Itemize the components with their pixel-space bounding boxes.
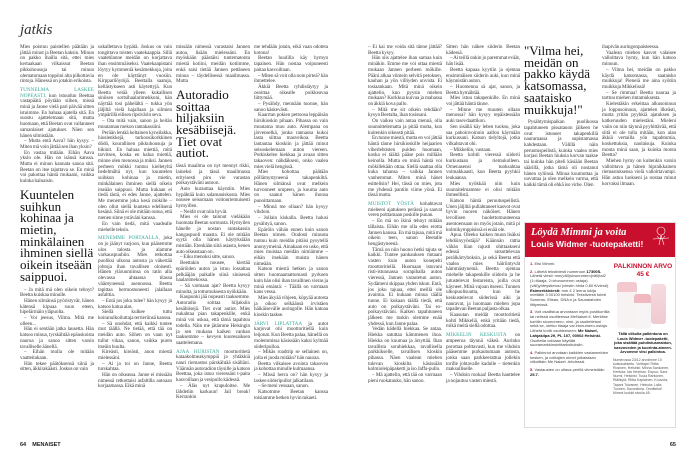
paragraph: Kielestäkin erkeittaa alkusoinnun ja loppusoinnun, ajattelen ilkeästi, mutta yritän pyyhkiä ajatuksen ja katkeruuden mielestäni. Mieleni vaiin on niin täynnä pyyhittävää, että siitä ei ole tulla mitään, kun alan äkkiä vertailla yön tapahtumia, koskettuksia, naolaisuja. Kuinka monta minä saan, ja kuinka monta Beetta? (602, 101, 676, 159)
paragraph: – Ota mitä vain, sanon ja heitän muutaman mekon rantakassiini. (98, 118, 172, 130)
contest-title: Löydä Mimmi ja voita (531, 227, 627, 238)
paragraph: Hän ei sentään jatka lausetta. Hän katsoo minua, tyrskähtää epäuskoista naurua ja sanoo sitten varsin tavalliselle äänellä. (20, 326, 94, 350)
article-column-5 (368, 45, 442, 384)
paragraph: On vaikea vain antaa mennä, olla suunnittelematta ja pitää mutta, kun kuitenkin oikeasti pitää. (368, 118, 442, 136)
paragraph: uskallettava hypätä. Joskus on vain tongittava toisten vaatekaappia. Sillä vaatetilanne meidän on korjattava ihan ensimmäiseksi. Vaatekaapistani löytyy kymmeniä kesämekkoja, joita en ole käyttänyt vuosiin. Kirpparilöytöjä. Beettalla saatuja, kellästykseen asti käytettyjä. Kun Beetta vetää ylleen kukallisen siniisen sortsihaalarimekkoni, hän näyttää tosi pähelältä – tukka yön jäljiltä vielä hajallaan ja silmien ympärillä eilisen ripsivärin seva. (98, 44, 172, 119)
paragraph: Äkkiä Beetta ryhdistäytyy ja osoittaa oikealle poikkeavaa liittymää. (254, 83, 328, 102)
paragraph: Kireästi, kireästi, anon miestä mielessäni. (98, 349, 172, 361)
paragraph: Mies poistuu paistellen päätään ja jättää minut ja Beetan kaksin. Minun on pakko ihailla sitä, ettei mies kertaakaan vilkaissut Beetan pikkuhousuja tai minun olematomaan toppiini alta pilkottavia rintoja. Hänessä on jotakin erikoista. (20, 44, 94, 85)
paragraph: – Eiku menoksi sitte, sanon. (180, 254, 236, 261)
paragraph: – Pysähdy, mennään tuonne, hän sanoo käskevästi. (254, 101, 328, 113)
paragraph: Beetta kapaaa kyytiin ja ojentaa ensimmäisen siiderin auki, kun minä käynnistän auton. (446, 66, 520, 85)
mimmi-illustration-icon (647, 225, 673, 245)
paragraph: – Se meni vessaan, sanon. (258, 383, 309, 390)
paragraph: Beettakin nousee, kiertää epäröiden auton ja istuu lossaltaa pelkääjän paikalle siinä sinisessä haalarimekossa. (176, 260, 250, 284)
paragraph: Apua. Oleeko kaiken muun lisäksi lehdöinyyöstäjä? Käännän rattia vähän liian rajusti ohittaakseni edessä ratsuttelevan perälkärryboksin, ja sekä Beetta että vaalea mies häiriintyvät hämmästyneinä. Beetta ojentaa miehelle takapenkille siiderin ja he jutustelevat festareista, joilla ovat käyneet. Minä vajoan itseeni. Tunnen ulkopuolisuutta, kun he keskustelevat siiderissä aiki ja nauravat, ja huomaan miehen jopa tapailevan Beetan paljasta olkaa. (446, 232, 520, 313)
paragraph: Kaarrtan pokien pettoosa leppäisän hirsikioskin pihaan. Pihassa on vain muutama muu auto. Alempana on järvenselkä, jonka rannassa kukoi lasta siittaa masveikoa. Beetta lantautaa kioskiin ja jättää minut seisoskelemaan auton viereen. Potkiskelen hiekkaa ja avaan sitten takaoven: nähdäkseni, onko vaalea mies vielä hengissä. (254, 112, 328, 170)
paragraph: – Voi jeesus, Vilma. Mitä me olleen... (20, 315, 94, 327)
paragraph: TUNNELMA LASKEE NOPEASTI, kun istuudun Beettaa vastapäätä pöytään siihen, missä minä ja Janne vielä pari päivää sitten istuimme. En haluaa ajatella sitä. En suostu ajattelemaan sitä, mutta huomaan, että Beetan ovat vallanneet samanlaiset ajatukset. Näen sen hänen silmistään. (20, 86, 94, 139)
paragraph: Hän siis ajattelee ihan samaa kuin minäkin. Emme me voi ottaa miestä mukaan Jannen perheen mökille. Pääni alkaa viimein selvitä petoksen, kauhan ja yön villiyden unvista. Ei tosiaankaan. Mitä minä oikein ajattelin, kun pyysin miehen mukaan? Kurkkua kuivaa ja mahassa on äkkiä kova pallo. (368, 55, 442, 108)
paragraph: – Äläs nyt krapuloitse. Me lähdetiin karkuun! Jail break! Kerrankin (176, 382, 250, 401)
paragraph: Perään lentää keltainen kynsilakka, hiuslenkkejä, turkoosikorkkinen dödö, kourallinen pikkuhousuja ja bikinit. En haluaa miettiä, mitä tarvitsen, koska en halua miettiä, minne olen menossa ja miksi. Jannen perheen mökki tuntuu kielletyltä hedelmältä nyt, kun kuuntelen suihkun kohinaa ja mietin, minkälainen ihminen siellä oikein itseään saippuoi. Mutta kukaan ei tiedä tästä, ei edes Janne, ajattelen. Me menemme joka kesä mökille – olen ollut siellä kuutena edellisenä kesänä. Siinä ei ole mitään outoa, että menen sinne ystäväni kanssa. (98, 129, 172, 222)
paragraph: Mies ei ole tainnut vieläkään huomata Beetan sormusta. Hymyilen hänelle ja nostan rantakassin kangaspuoli maasta. Ei ole mitään syytä olla hänen käytyksiään mistään. Etenkään siitä asiasta, kenen auto oikeastaan on. (176, 214, 250, 255)
paragraph: En vastaa mitään. Eihän Aava yksin ole. Hän on isänsä kanssa. Mutta ei minun kannata sanoa sitä. Beetan on itse tajuttava se. En minä voi pakottaa häntä mukaani, vaikka kuinka haluaisin. (20, 149, 94, 185)
paragraph: Vaalean miehen kasvot valaisee valloittava hymy, kun hän katsoo minuun. (602, 49, 676, 68)
paragraph: Kaasutan meidät moottoritietä kohti Mikkeliä, enkä yritään tiedä, mikä meitä siellä odottaa. (446, 312, 520, 330)
pull-quote: Kuuntelen suihkun kohinaa ja mietin, minkälainen ihminen siellä oikein itseään saippuoi. (20, 186, 94, 284)
paragraph: – En mä oo ikinä tehnyt mitään tällaista. Eihän me olla edes erotta Jannen kanssa. En mä tajuaa, mitä mä oikein teen, sanon Beetalle hengästyneenä. (368, 218, 442, 247)
paragraph: Mies istuu takapenkille. En minä voi jättää häntä tänne. (446, 95, 520, 108)
contest-steps (530, 262, 610, 380)
paragraph: – Mitä me sit oikein tehdään? kysyn Beetalta, ihan tosissani. (368, 106, 442, 119)
page-number: 64 (20, 442, 27, 448)
paragraph: JÄRVI LIPLATTAA ja autot karjovat ohi moottoritiellä kuin leijonat. Kun Beetta palaa, hänellä on molemmissa käsissään kaksi kylmää siideripulloa. (254, 320, 328, 350)
paragraph: – Vihdoin ruokaa! Beetta hauttelee ja nojautuu vasten miestä. (446, 372, 520, 384)
product-image (613, 278, 673, 330)
paragraph: Katson häntä peruutuspeilistä. Unen jäljiltä pullahtaneet kasvot ovat hyvin nuoren näköiset. Hänen levollisen huolettomuuteensa asentoensaan on myös jotain, mitä pi kolmikymppisissä ei enää ole. (446, 197, 520, 233)
paragraph: – Minnä me ollaan? hän kysyy vihdoin. (254, 203, 328, 216)
paragraph: Sen sisällä käy leben tuoksu, joka saa pahoinvoinnin aallon käymään kurkussani. Katson tielyltojä, jotka vilkahtavat ohi. (446, 123, 520, 147)
magazine-name: MENAISET (32, 442, 61, 448)
paragraph: ihapivän auringonpaisteessa. (602, 44, 660, 50)
contest-step: 1. Etsi Mimmi. (530, 261, 556, 266)
article-column-8 (602, 45, 676, 188)
paragraph: Mies nyökkää niin kuin suunnitelmamme ei olisi mitään ihmeellistä. (446, 180, 520, 199)
paragraph: – Ai ja toi on Janne, Beetta turskahtaa. (98, 360, 172, 373)
paragraph: Katson miestä hetken ja sanon sitten huomaamattomasti pyrkoen kuin hän olisi ihan tavallinen vieras ja minä emäntä: – Täällä on varmaan kans vessa. (254, 266, 328, 296)
paragraph: Hänen silmänsä pyöristyvät, hänen kätensä kipuaa suun eteen, hipelärmäin yläpuolta. (20, 297, 94, 316)
paragraph: – Mutta entä Aava? hän kysyy. – Miten mä voin jättää sen ihan yksin? (20, 138, 94, 150)
section-lead-label: AJAA HURISTAN (176, 348, 220, 355)
paragraph: MENEMME PORTAALLA, joka on jo jäänyt varjoon, kun pääsemme ulos talosta ja alamme varkauspuuhiin. Mies retkottaa puoliksi ulkona autosta ja väkertää johtoja ihan tavallisen oloisesti. Hänen yläruumiinsa on ratin alla olevassa ahtaassa tilassa vääntyneessä asennossa. Beetta tapittaa hermostuneesti jalallaan asfalttia. (98, 235, 172, 299)
paragraph: – Eihän mulla ole mitään vaatteitakaan. (20, 349, 94, 361)
paragraph: En vain tiedä, mitä vaadealle miehelle teksin. (98, 220, 172, 233)
paragraph: Pysähtymispaikan puolikossa tapahtuneen pissatauon jälkeen he ovat istuneet takapenkillä nauramassa ja supistamassa kahdestaan. Välillä näin peruutuspeilistä, kuinka vaalea mies korjasi Beetan hiuksia korvan taakse tai kuinka hän piteli käsiään Beetan säärillä, jotka tämä oli nostanut hänen syliinsä. Minua kuumottaa ja uuvuttaa ja olen melkein varma, että kaikki tämä oli ehkä iso virhe. Olen (524, 119, 598, 188)
article-column-1 (20, 45, 94, 373)
paragraph: Miehen hymy on kuitenkin varsin valloittava ja hänen hipraikkainen riemastuksensa vielä valloittavampi. Hän astuu luokseni ja nostaa minut korvaksi ilmaan. (602, 158, 676, 187)
paragraph: – Ai teillä onkin jo paremmat eväät, hän lisää. (446, 55, 520, 68)
article-column-6 (446, 45, 520, 384)
paragraph: – Jollain kiskalla. Beetta halusi pysähtyä, sanon. (254, 215, 328, 227)
article-column-2 (98, 45, 172, 390)
paragraph: MUISTOT YÖSTÄ kohahtavat mieleeni ajatuksen perässä ja saavat veren polttamaan poskille punan. (368, 200, 442, 219)
prize-panel (613, 263, 673, 395)
paragraph: tässä maailma on nyt mennyt rikki, laineksi ja tässä maailmassa erityisesti piru vie varastan poikaystäväni autoon. (176, 163, 250, 187)
toner-bottle (634, 294, 651, 329)
paragraph: Kaupunki jää nopeasti taaksemme. Autoradio soittaa hiljaksiin kesäbiisejä. Tiet ovat autiot. Mies nukahtaa pian takapenkille, enkä minä voi uskoa, että tämä tapahtuu todella. Näin me jätämme Helsingin ja sen mukana kaiken vanhan taaksemme – kevyen kuoresaiksen saattelemana. (176, 294, 250, 346)
paragraph: – Sä varmaan ajat? Beetta kysyy minulta, ja tottumuksesta nyökkään. (176, 282, 250, 295)
article-column-7 (524, 45, 598, 189)
pull-quote: "Vilma hei, meidän on pakko käydä katsomassa, saataisko muikkuja!" (524, 43, 591, 117)
paragraph: Beetta kohtii vieressä siiderii kurkustaan ja riemukolleen. Ornenasensi tuoksahtaa voimakkaasti, kun Beetta pyyhkii leukaansa. (446, 152, 520, 182)
section-kicker: jatkis (20, 22, 53, 38)
contest-step: 4. Palkinnot arvotaan kaikkien vastanneiden kesken, ja voittajien nimet julkaistaan viikoittain Me Naiset -lehdessä. (530, 349, 609, 365)
paragraph: MIKKELIN KESKUSTA on ampeeroa täynnä väkeä. Aurinko porottaa polttavasti, kun me vihdoin pääsemme purkautumaan autosta, jonka saan parkkeerattua jollekin torille johtavalle kadulle – tietenkin maksulliselle. (446, 332, 520, 373)
page-number: 65 (669, 442, 676, 448)
scrub-tube (651, 284, 666, 324)
paragraph: – Sä unohdat, että kaikki tuntee mut täällä. Ne tietää, että tää on meidän auto. Siihen on vaan nyt tullut vikaa, sanon, vaikka puren itseäin huulta. (98, 320, 172, 350)
headline: Autoradio soittaa hiljaksiin kesäbiisejä. Tiet ovat autiot. (176, 86, 237, 161)
contest-step: 5. Vastausten on oltava perillä viimeistään 25.7. (530, 367, 605, 377)
paragraph: – Entä jos joku tulee? hän kysyy ja katsoo katua alas. (98, 297, 172, 310)
paragraph: Tämä on niin huono hetki tajuta se kaikki. Tuntee pankauksen rintaani vasten kuin auton konepelti moottoritiellä. Huomaan istuvani risti-istunnassa sorapihalla auton vieressä, Jannen varastetun auton. Sydämeni skippaa yhden iskun. Entä, jos joku tajuaa, ettei meillä ole avaimia. Ei kukaan minua täällä tunne. Ei kukaan täällä tiedä, että auto on poikaystäväni. Tai ex-poikaystäväni. Kaiken tapahtuneen jälkeen me tuskin olemme enää yhdessä, kun Janne palaa. (368, 246, 442, 327)
prize-value: PALKINNON ARVO 45 € (613, 263, 673, 278)
contest-step: 2. Lähetä tekstiviesti numeroon 17300S. Lähetä viesti: mm(väli)sivunumero(väli)tai2 (1=tilaaja, 2=irtonumeron ostaja) (väli)yhteystietosi (viestin hinta 0,60 €/viesti). Esimerkkiviesti: mm 4 2 leena lukija mettätie 3 00100 helsinki. Tekstiviesti toimii Soneran, Elisan, DNA:n ja Saunalahden liittymissä. (530, 268, 610, 307)
paragraph: – Missä herra on? hän kysyy ja laskee siideripullot jalkatilaan. (254, 372, 328, 384)
paragraph: – Minne me muuten ollaan menossa? hän kysyy repäistessään auki rasevdaattikon. (446, 106, 520, 125)
paragraph: Epäröin vähän ennen kuin sanon Beetan nimen. Oudosti minusta tuntuu kuin meidän pitäisi pysytellä anonyymeinä. Ainakaan en usko, että mies muistaa meidän nimiämme – eihän itsekään muista hänen nimeään. (254, 226, 328, 267)
paragraph: Vedän kädellä hiekkaa. Se antaa. Hiekka satuttaa kämmenen ihoa. Hiekka on kuumaa ja ärsyttää. Ihan tavallista sorahiekkaa, tavallisella parkkikselle, tavallisen kioskin pihassa. Näen vaalean miehen tulevan kioskilta käsissään kolmioleipäpaketti ja iso Jaffa-pullo. (368, 326, 442, 373)
article-column-3 (176, 45, 250, 401)
paragraph: Beetta vilkaisee avointa takaovea ja kohottaa minulle kulmaansa. (254, 360, 328, 373)
previous-winners: Numerossa 23/12 arvoimme 10 kutsukakkeitu. Voittajat: Riitta Rosinen, Helsinki; Minna Sankonen, Kerituta; Ida Hedman, Espoo; Sara Nurmi, Helsinki; Tuula Rantonen, Riällkylä; Riitta Kapiainen, Kouvola; Tapani Toivanen, Heinola; Laila Tuonen, Savonlinna. Onnittelut! Mimmi luokkii sivulla 48. (613, 357, 670, 395)
paragraph: – Mä ajattelin, että tää on varmaan pieni ruokatauko, hän sanoo. (368, 372, 442, 384)
paragraph: – Ei kai me voida sitä tänne jättää? Beetta kysyy. (368, 44, 442, 56)
paragraph: – Miten sä voit olla noin pirteä? hän ihmettelee. (254, 72, 328, 85)
prize-caption: Tällä viikolla palkintona on Louis Widmer -tuotepaketti, joka sisältää puhdistusmaidon, kasvoveden ja kuorinta-aineen. Arvomme viisi palkintoa. (614, 331, 672, 355)
section-lead-label: MUISTOT YÖSTÄ (368, 200, 415, 207)
paragraph: Sitten hän näkee siiderin Beetan kädessä. (446, 44, 520, 56)
paragraph: Beetan huulilla käy hymyn tapainen. Hän nostaa voipuneesti paitaa kasvoiltaan. (254, 55, 328, 73)
paragraph: Katsomme Beetan kanssa toisiamme hetken hyvin tukaeti. (254, 389, 328, 401)
paragraph: En tunne miestä, mutta en voi jättää häntä tänne hirsikioskille heijaarien viherlehtisten puiden huomaan, koska ei täältä pääse pois millään keinolla. Mutta en minä häntä voi mökillekään ottaa. Siellä saattaa olla kuka tahansa – vaikka Jannen vanhemmat. Miten minä hänet esittelisin? Hei, tässä on mies, jota me yhdessä pantiin viime yönä. Ei tässä mutta. (368, 135, 442, 199)
paragraph: – Vilma hei, meidän on pakko käydä katsomassa, saataisko muikkuja! Pieneiä me aina syötiin muikkuja Mikkelissä! (602, 66, 676, 90)
paragraph: – Neidit ovat niin hyvät. (180, 208, 228, 215)
paragraph: Hän on oikeassa. Janne ei missään nimessä retkottaisi asfaltilla autoaan korjaamassa. Eikä minä (98, 372, 172, 390)
paragraph: – Mikkeliin, vastaan. (450, 146, 492, 153)
section-lead-label: MENEMME PORTAALLA, (98, 235, 160, 242)
article-column-4 (254, 45, 328, 402)
paragraph: Mies äkyää vihjeen, köpyää autosta ja oikoo selkäänsä irvistäen häikäisevälle auringolle. Hän katoaa kioskin taakse. (254, 294, 328, 319)
contest-step: 3. Voit osallistua arvontaan myös postikortilla tai netissä osoitteessa MeNaiset.fi. Merkitse korttiin sivunumero, nimi- ja osoitetietosi sekä se, oletko tilaaja vai irtonumero-ostaja. Lähetä kortti osoitteeseen: Me Naiset, Lahjakilpa 29, PL 107, 00002 Helsinki. Osoitetta voidaan käyttää suoramarkkinointitarkoituksiin. (530, 309, 610, 348)
paragraph: – Ja mitä mä olen oikein tehnyt? Beetta kuiskaa minulle. (20, 286, 94, 299)
paragraph: Mies kohottaa päätään pöllämystyneenä takapenkiltä. Hänen silmänsä ovat melkein turvonneet umpeen, ja kuuma auto on saanut hänen ihonsa punoittamaan. (254, 169, 328, 204)
section-lead-label: TUNNELMA LASKEE NOPEASTI, (20, 86, 94, 99)
section-lead-label: JÄRVI LIPLATTAA (254, 320, 303, 327)
paragraph: – Se rimmaa! Beetta nauraa ja tarttuu miehen rintamuksesta. (602, 89, 676, 102)
paragraph: Siellä kulkee tuttu koiranulkoiluttaja terrieriinsä kanssa. (98, 309, 172, 322)
paragraph: missään nimessä varastaisi Jannen autoa, lisään mielessäni. En myöskään päästäisi tuntematonta miestä kotiini, meidän kotiimme, enkä saisi tietää Jannen pettäneen minua – täydellisessä maailmassa. Mutta (176, 44, 250, 85)
contest-subtitle: Louis Widmer -tuotepaketti! (531, 239, 644, 249)
paragraph: – Mikäs roadtrip se sellainen on, jolla ei juoda mitään? hän nauraa. (254, 349, 328, 361)
paragraph: Hän tekee päätöksensä siinä ja sitten, äkkirakäästi. Joskus on vain (20, 360, 94, 373)
section-lead-label: MIKKELIN KESKUSTA (446, 332, 507, 339)
paragraph: Auto hurauttaa käyntiin. Mies hypähtää kuin salamaniskusta. Mies nousee seisomaan voitonriemuisesti hymyillen. (176, 185, 250, 210)
paragraph: – Huomenna sä ajat, sanon, ja Beetta hymähtää. (446, 83, 520, 96)
contest-box (524, 222, 676, 428)
paragraph: AJAA HURISTAN moottoritietä kataakolmeakymppiä ja yhtäkkiä nauri riemastus pärskähtää sisälläni. Väännän autoradion täysille ja katson Beettaa, joka istuu vieressäni t-paita kasvoillaan ja vesipullo kädessä. (176, 348, 250, 384)
paragraph: me tehdään jotain, eikä vaan odoteta kotona! (254, 44, 328, 56)
page-folio (20, 442, 61, 448)
